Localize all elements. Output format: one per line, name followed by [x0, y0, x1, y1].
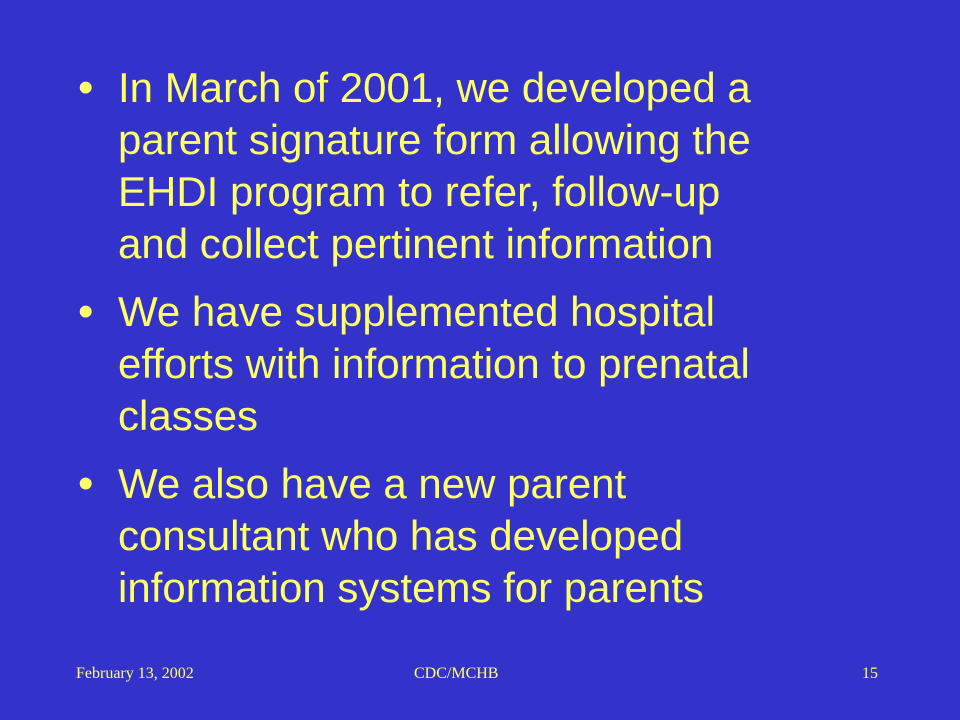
bullet-text: We also have a new parent consultant who has developed information systems for parents: [118, 460, 704, 611]
page-number: 15: [862, 665, 878, 682]
bullet-item: [78, 62, 898, 270]
bullet-text: In March of 2001, we developed a parent signature form allowing the EHDI program to refer, follow-up and collect pertinent information: [118, 64, 751, 267]
footer-date: February 13, 2002: [76, 665, 194, 682]
bullet-item: [78, 458, 898, 614]
footer-organization: CDC/MCHB: [414, 665, 499, 682]
bullet-list: [78, 62, 898, 630]
bullet-icon: •: [78, 287, 94, 336]
bullet-icon: •: [78, 63, 94, 112]
bullet-item: [78, 286, 898, 442]
bullet-text: We have supplemented hospital efforts with information to prenatal classes: [118, 288, 750, 439]
bullet-icon: •: [78, 459, 94, 508]
